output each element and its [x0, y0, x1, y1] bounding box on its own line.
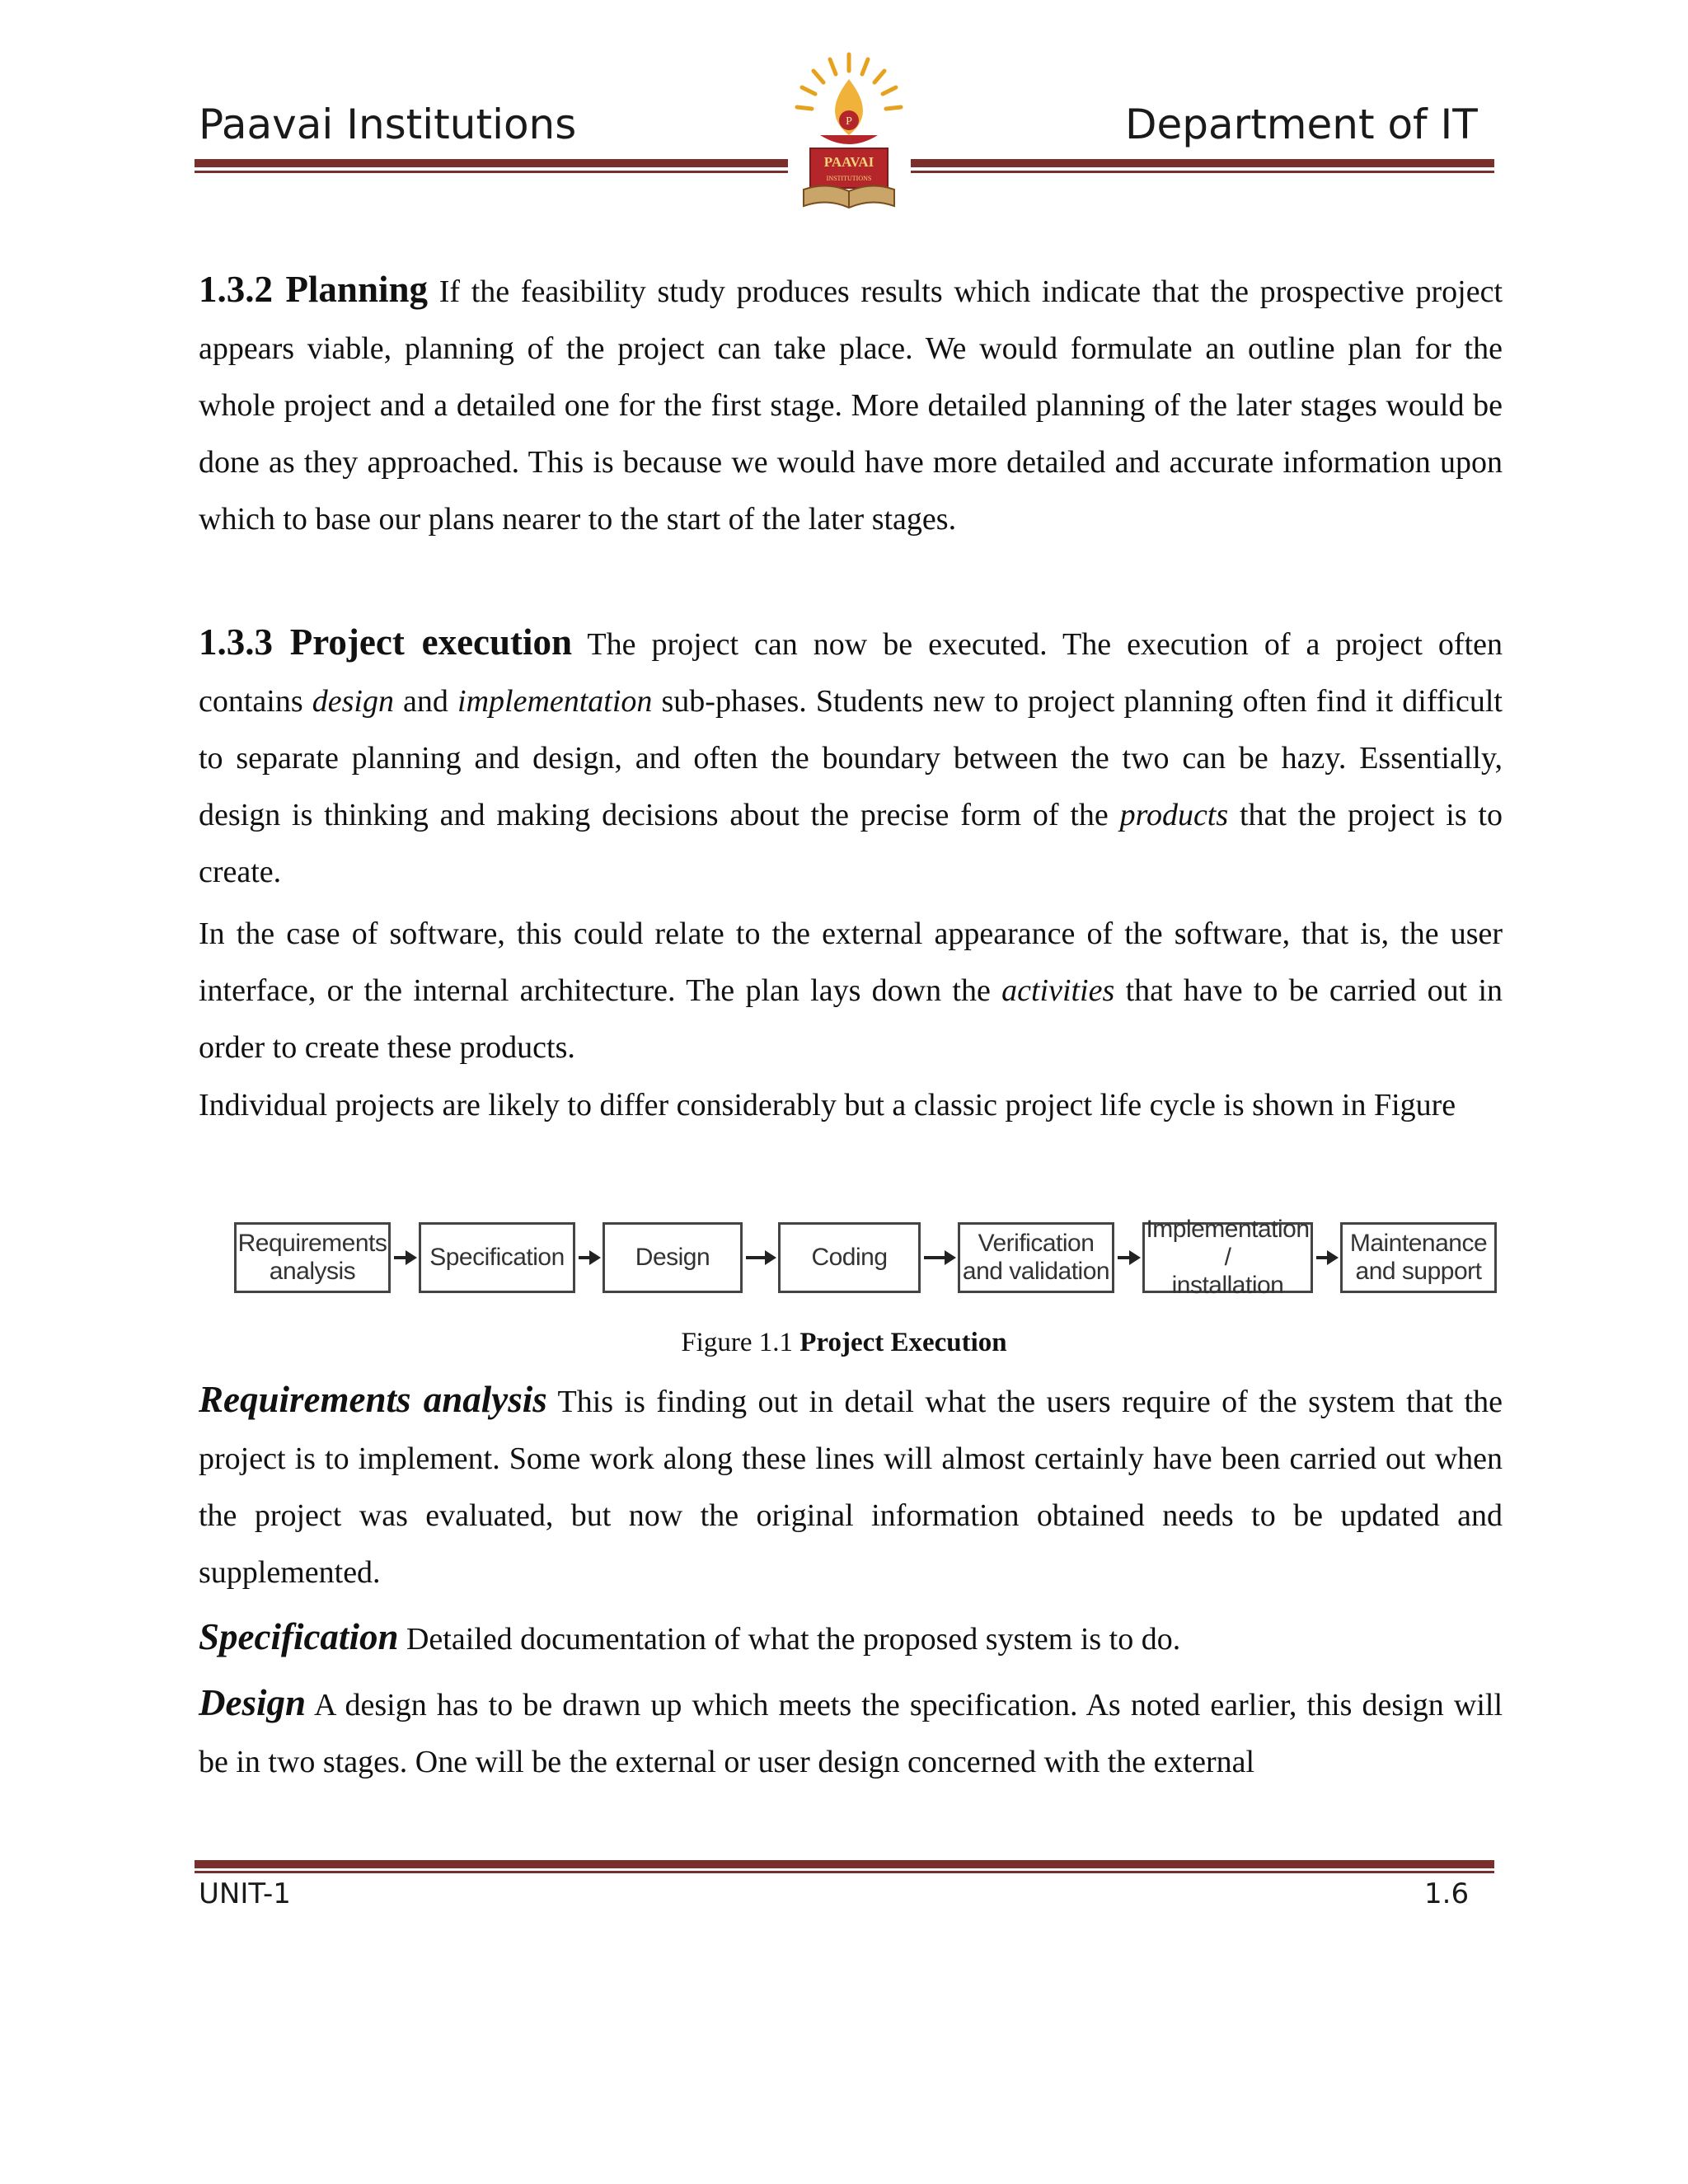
footer-page-number: 1.6	[1424, 1877, 1470, 1910]
design-text: A design has to be drawn up which meets the specification. As noted earlier, this design will be in two stages. One will be the external or user design concerned with the external	[199, 1688, 1503, 1779]
requirements-heading: Requirements analysis	[199, 1379, 547, 1420]
lifecycle-step-label: and support	[1355, 1258, 1482, 1285]
lifecycle-arrow-icon	[575, 1245, 603, 1270]
institution-logo	[787, 49, 911, 216]
footer-unit: UNIT-1	[199, 1877, 291, 1910]
execution-em-implementation: implementation	[457, 684, 653, 719]
execution-text-2: and	[393, 684, 458, 719]
header-rule-right-thin	[911, 171, 1494, 173]
header-rule-right	[911, 159, 1494, 167]
figure-caption-title: Project Execution	[799, 1328, 1007, 1357]
lifecycle-arrow-icon	[391, 1245, 419, 1270]
lifecycle-step-specification	[419, 1222, 575, 1293]
design-heading: Design	[199, 1682, 307, 1723]
header-institution-name: Paavai Institutions	[199, 101, 577, 148]
lifecycle-arrow-icon	[921, 1245, 958, 1270]
execution-text-3: sub-phases. Students new to project planning often find it difficult to separate planning and design, and often the boundary between the two can be hazy. Essentially, design is thinking and making decisions about the precise form of the	[199, 684, 1503, 832]
logo-subtext: INSTITUTIONS	[826, 175, 872, 182]
svg-text:P: P	[846, 115, 852, 128]
execution-text-4: that the project is to create.	[199, 798, 1503, 889]
lifecycle-step-label: Verification	[978, 1230, 1095, 1257]
execution-text-1: The project can now be executed. The execution of a project often contains	[199, 627, 1503, 719]
lifecycle-arrow-icon	[1313, 1245, 1340, 1270]
lifecycle-step-maintenance-support	[1340, 1222, 1497, 1293]
header-department-name: Department of IT	[1125, 101, 1478, 148]
execution-p2-text-2: that have to be carried out in order to create these products.	[199, 973, 1503, 1065]
lifecycle-step-verification-validation	[958, 1222, 1114, 1293]
lifecycle-step-label: analysis	[269, 1258, 356, 1285]
execution-heading: 1.3.3 Project execution	[199, 621, 573, 663]
design-paragraph	[199, 1675, 1503, 1791]
lifecycle-step-label: Specification	[429, 1244, 565, 1271]
lifecycle-step-requirements-analysis	[234, 1222, 391, 1293]
execution-paragraph-2	[199, 906, 1503, 1076]
lifecycle-step-label: Maintenance	[1349, 1230, 1488, 1257]
lifecycle-arrow-icon	[1114, 1245, 1142, 1270]
requirements-text: This is finding out in detail what the users require of the system that the project is to implement. Some work along these lines will almost certainly have been carried out when the project was evaluated, but now the original information obtained needs to be updated and supplemented.	[199, 1385, 1503, 1590]
figure-caption	[0, 1328, 1688, 1358]
execution-p2-text-1: In the case of software, this could relate to the external appearance of the software, that is, the user interface, or the internal architecture. The plan lays down the	[199, 916, 1503, 1008]
execution-em-activities: activities	[1001, 973, 1115, 1008]
header-rule-left	[195, 159, 788, 167]
footer-rule-thin	[195, 1871, 1494, 1873]
lifecycle-arrow-icon	[743, 1245, 778, 1270]
lifecycle-step-label: installation	[1171, 1272, 1284, 1299]
specification-paragraph	[199, 1609, 1503, 1668]
lifecycle-step-label: Design	[635, 1244, 710, 1271]
planning-heading: 1.3.2 Planning	[199, 269, 429, 310]
requirements-paragraph	[199, 1371, 1503, 1601]
execution-paragraph	[199, 614, 1503, 901]
lifecycle-step-design	[603, 1222, 743, 1293]
execution-em-design: design	[312, 684, 394, 719]
logo-text: PAAVAI	[823, 154, 874, 170]
lifecycle-step-label: and validation	[962, 1258, 1110, 1285]
header-rule-left-thin	[195, 171, 788, 173]
lifecycle-step-coding	[778, 1222, 921, 1293]
lifecycle-step-implementation-installation	[1142, 1216, 1313, 1299]
lifecycle-step-label: Implementation /	[1146, 1216, 1310, 1271]
specification-heading: Specification	[199, 1616, 399, 1657]
execution-paragraph-3: Individual projects are likely to differ considerably but a classic project life cycle is shown in Figure	[199, 1088, 1456, 1122]
planning-paragraph	[199, 261, 1503, 548]
figure-caption-number: Figure 1.1	[681, 1328, 800, 1357]
specification-text: Detailed documentation of what the proposed system is to do.	[398, 1622, 1181, 1657]
lifecycle-step-label: Requirements	[237, 1230, 387, 1257]
planning-text: If the feasibility study produces results which indicate that the prospective project appears viable, planning of the project can take place. We would formulate an outline plan for the whole project and a detailed one for the first stage. More detailed planning of the later stages would be done as they approached. This is because we would have more detailed and accurate information upon which to base our plans nearer to the start of the later stages.	[199, 274, 1503, 537]
lifecycle-step-label: Coding	[811, 1244, 888, 1271]
footer-rule	[195, 1860, 1494, 1868]
execution-em-products: products	[1119, 798, 1229, 832]
